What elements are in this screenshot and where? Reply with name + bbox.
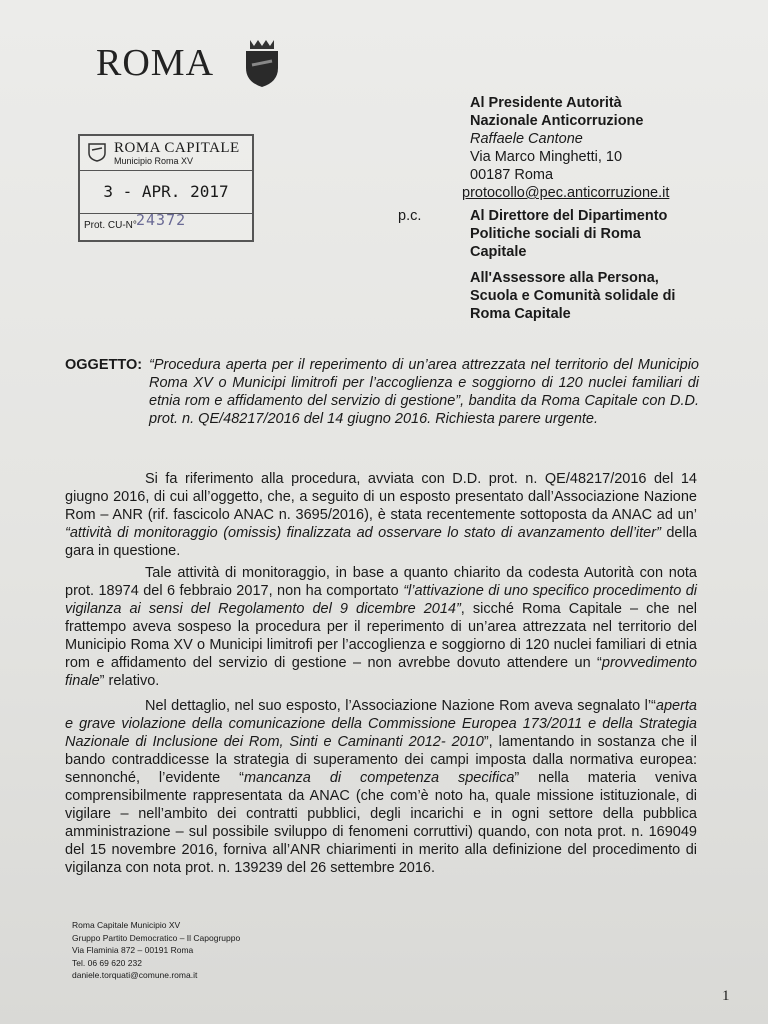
recipient-cc-1 [470, 207, 667, 261]
body-text: ”, lamentando in sostanza che il bando contraddicesse la strategia di superamento dei campi imposta dalla normativa europea: sennonché, l’evidente “ [65, 734, 697, 786]
recipient-line: Al Direttore del Dipartimento [470, 208, 668, 224]
footer-line: Roma Capitale Municipio XV [72, 920, 181, 930]
body-text: della gara in questione. [65, 525, 697, 559]
protocol-stamp [78, 134, 254, 242]
recipient-line: Raffaele Cantone [470, 131, 583, 147]
stamp-title: ROMA CAPITALE [114, 140, 240, 156]
body-text: Nel dettaglio, nel suo esposto, l’Associazione Nazione Rom aveva segnalato l’“ [145, 698, 656, 714]
page-number: 1 [722, 988, 730, 1004]
stamp-protocol-number: 24372 [136, 211, 187, 229]
body-quote: mancanza di competenza specifica [243, 770, 515, 786]
recipient-line: 00187 Roma [470, 167, 554, 183]
body-text: ” nella materia veniva comprensibilmente rappresentata da ANAC (che com’è noto ha, quale missione istituzionale, di vigilare – nell’ambito dei contratti pubblici, degli incarichi e in ogni settore della pubblica amministrazione – sul possibile sviluppo di fenomeni corruttivi) quando, con nota prot. n. 169049 del 15 novembre 2016, forniva all’ANR chiarimenti in merito alla definizione del procedimento di vigilanza con nota prot. n. 139239 del 26 settembre 2016. [65, 770, 697, 876]
stamp-protocol-label: Prot. CU-N° [84, 220, 137, 231]
subject-text: “Procedura aperta per il reperimento di un’area attrezzata nel territorio del Municipio Roma XV o Municipi limitrofi per l’accoglienza e soggiorno di 120 nuclei familiari di etnia rom e affidamento del servizio di gestione”, bandita da Roma Capitale con D.D. prot. n. QE/48217/2016 del 14 giugno 2016. Richiesta parere urgente. [149, 357, 699, 427]
stamp-subtitle: Municipio Roma XV [114, 156, 194, 166]
letterhead-logo [96, 38, 284, 88]
body-paragraph-1 [65, 470, 697, 560]
recipient-line: Nazionale Anticorruzione [470, 113, 644, 129]
spqr-shield-icon [240, 38, 284, 88]
stamp-protocol [80, 211, 252, 231]
footer-line: Gruppo Partito Democratico – Il Capogruppo [72, 932, 241, 943]
body-text: Tale attività di monitoraggio, in base a quanto chiarito da codesta Autorità con nota prot. 18974 del 6 febbraio 2017, non ha comportato [65, 565, 697, 599]
body-paragraph-3 [65, 697, 697, 877]
footer-contact [72, 919, 240, 982]
body-text: , sicché Roma Capitale – che nel frattempo aveva sospeso la procedura per il reperimento di un’area attrezzata nel territorio del Municipio Roma XV o Municipi limitrofi per l’accoglienza e soggiorno di 120 nuclei familiari di etnia rom e affidamento del servizio di gestione – non avrebbe dovuto attendere un “ [65, 601, 697, 671]
recipient-cc-2 [470, 269, 675, 323]
stamp-emblem-icon [88, 142, 106, 162]
body-text: Si fa riferimento alla procedura, avviata con D.D. prot. n. QE/48217/2016 del 14 giugno 2016, di cui all’oggetto, che, a seguito di un esposto presentato dall’Associazione Nazione Rom – ANR (rif. fascicolo ANAC n. 3695/2016), è stata recentemente sottoposta da ANAC ad un’ [65, 471, 697, 523]
pc-label: p.c. [398, 208, 422, 224]
footer-line: Via Flaminia 872 – 00191 Roma [72, 945, 194, 955]
body-quote: “attività di monitoraggio (omissis) finalizzata ad osservare lo stato di avanzamento dell’iter” [65, 525, 661, 541]
recipient-email-link[interactable]: protocollo@pec.anticorruzione.it [462, 185, 670, 201]
footer-email: daniele.torquati@comune.roma.it [72, 970, 198, 980]
recipient-line: Scuola e Comunità solidale di [470, 288, 676, 304]
body-text: ” relativo. [99, 673, 160, 689]
letterhead-title: ROMA [96, 42, 215, 84]
body-quote: aperta e grave violazione della comunicazione della Commissione Europea 173/2011 e della Strategia Nazionale di Inclusione dei Rom, Sinti e Caminanti 2012- 2010 [65, 698, 697, 750]
recipient-line: Via Marco Minghetti, 10 [470, 149, 623, 165]
recipient-line: Capitale [470, 244, 527, 260]
footer-line: Tel. 06 69 620 232 [72, 957, 142, 968]
recipient-line: Politiche sociali di Roma [470, 226, 641, 242]
recipient-line: Roma Capitale [470, 306, 571, 322]
body-quote: provvedimento finale [65, 655, 697, 689]
body-quote: “l’attivazione di uno specifico procedimento di vigilanza ai sensi del Regolamento del 9 dicembre 2014” [65, 583, 697, 617]
stamp-date: 3 - APR. 2017 [80, 171, 252, 214]
recipient-primary [462, 94, 670, 202]
recipient-line: Al Presidente Autorità [470, 95, 622, 111]
recipient-line: All'Assessore alla Persona, [470, 270, 659, 286]
body-paragraph-2 [65, 564, 697, 690]
subject-label: OGGETTO: [65, 357, 143, 373]
